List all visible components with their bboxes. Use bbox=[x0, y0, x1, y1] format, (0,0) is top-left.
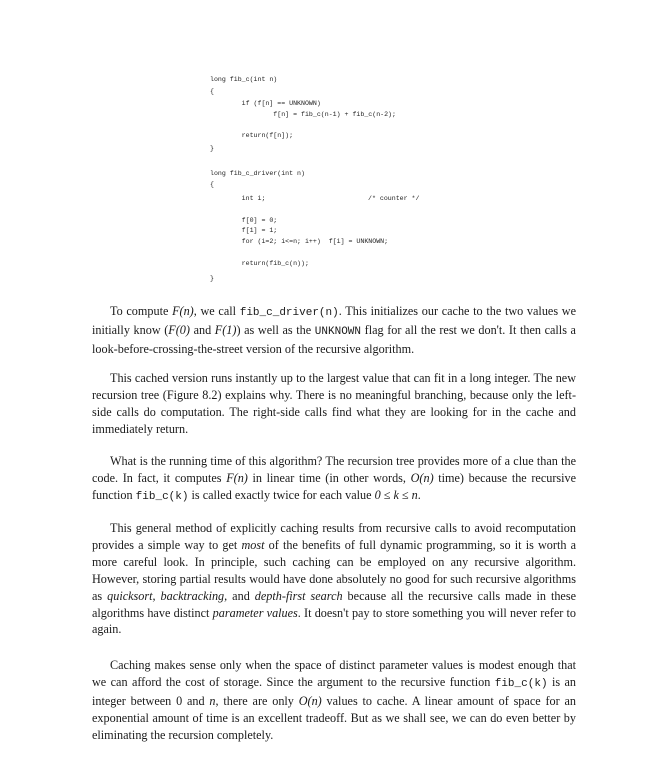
code-line: for (i=2; i<=n; i++) f[i] = UNKNOWN; bbox=[210, 238, 389, 245]
code-line: } bbox=[210, 145, 214, 152]
code-line: } bbox=[210, 275, 214, 282]
paragraph-running-time: What is the running time of this algorithm? The recursion tree provides more of a clue than the code. In fact, it computes F(n) in linear time (in other words, O(n) time) because the recursive function fib_c(k) is called exactly twice for each value 0 ≤ k ≤ n. bbox=[92, 454, 577, 503]
code-line: return(fib_c(n)); bbox=[210, 260, 309, 267]
paragraph-compute: To compute F(n), we call fib_c_driver(n). This initializes our cache to the two values we initially know (F(0) and F(1)) as well as the UNKNOWN flag for all the rest we don't. It then calls a look-before-crossing-the-street version of the recursive algorithm. bbox=[92, 304, 576, 356]
paragraph-cached-version: This cached version runs instantly up to the largest value that can fit in a long integer. The new recursion tree (Figure 8.2) explains why. There is no meaningful branching, because only the left-side calls do computation. The right-side calls find what they are looking for in the cache and immediately return. bbox=[92, 371, 576, 436]
code-comment: /* counter */ bbox=[368, 195, 420, 202]
paragraph-caching-sense: Caching makes sense only when the space of distinct parameter values is modest enough that we can afford the cost of storage. Since the argument to the recursive function fib_c(k) is an integer between 0 and n, there are only O(n) values to cache. A linear amount of space for an exponential amount of time is an excellent tradeoff. But as we shall see, we can do even better by eliminating the recursion completely. bbox=[92, 658, 576, 742]
code-line: { bbox=[210, 181, 214, 188]
code-line: f[1] = 1; bbox=[210, 227, 278, 234]
code-line: int i; bbox=[210, 195, 266, 202]
code-line: f[0] = 0; bbox=[210, 217, 278, 224]
code-line: long fib_c_driver(int n) bbox=[210, 170, 305, 177]
code-line: long fib_c(int n) bbox=[210, 76, 278, 83]
code-line: return(f[n]); bbox=[210, 132, 294, 139]
code-line: f[n] = fib_c(n-1) + fib_c(n-2); bbox=[210, 111, 396, 118]
code-line: { bbox=[210, 88, 214, 95]
code-line: if (f[n] == UNKNOWN) bbox=[210, 100, 321, 107]
paragraph-caching-method: This general method of explicitly caching results from recursive calls to avoid recomputation provides a simple way to get most of the benefits of full dynamic programming, so it is worth a more careful look. In principle, such caching can be employed on any recursive algorithm. However, storing partial results would have done absolutely no good for such recursive algorithms as quicksort, backtracking, and depth-first search because all the recursive calls made in these algorithms have distinct parameter values. It doesn't pay to store something you will never refer to again. bbox=[92, 521, 576, 637]
